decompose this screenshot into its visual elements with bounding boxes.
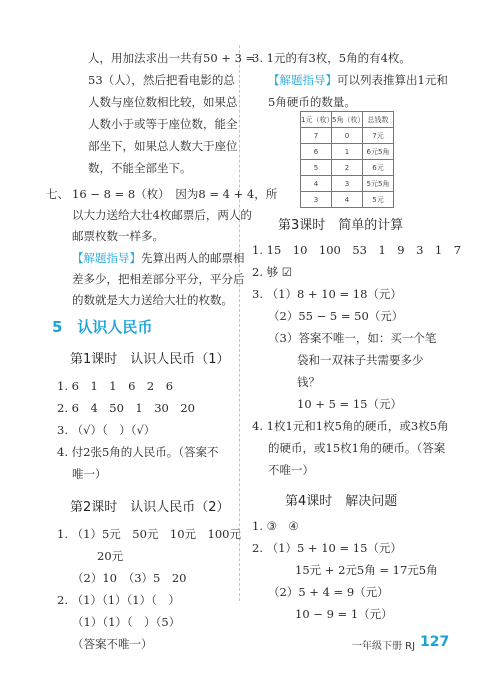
table-cell: 5元5角 bbox=[363, 176, 394, 192]
lesson-1-title: 第1课时 认识人民币（1） bbox=[70, 352, 230, 367]
hint-label: 【解题指导】 bbox=[72, 251, 141, 265]
lesson1-answer-1: 1. 6 1 1 6 2 6 bbox=[57, 379, 174, 393]
lesson1-answer-3: 3. （√）（ ）（√） bbox=[57, 423, 156, 437]
q7-line-3: 邮票枚数一样多。 bbox=[72, 229, 164, 243]
table-row bbox=[301, 160, 394, 176]
lesson3-answer-3-line-2: （2）55 − 5 = 50（元） bbox=[268, 309, 404, 323]
table-cell: 6 bbox=[301, 144, 332, 160]
right-hint-text-1: 可以列表推算出1元和 bbox=[337, 73, 448, 87]
lesson2-answer-2-line-3: （答案不唯一） bbox=[72, 637, 153, 651]
lesson4-answer-1: 1. ③ ④ bbox=[252, 519, 299, 533]
lesson4-answer-2-line-4: 10 − 9 = 1（元） bbox=[295, 607, 393, 621]
left-line-3: 人数与座位数相比较，如果总 bbox=[88, 95, 238, 109]
table-cell: 0 bbox=[332, 128, 363, 144]
lesson1-answer-4-line-2: 唯一） bbox=[72, 467, 107, 481]
table-cell: 3 bbox=[332, 176, 363, 192]
lesson3-answer-3-line-4: 袋和一双袜子共需要多少 bbox=[297, 353, 424, 367]
right-hint-line-2: 5角硬币的数量。 bbox=[268, 95, 356, 109]
left-hint-line-3: 的数就是大力送给大壮的枚数。 bbox=[72, 293, 233, 307]
lesson2-answer-1-line-2: 20元 bbox=[97, 549, 124, 563]
table-cell: 5元 bbox=[363, 192, 394, 208]
left-line-6: 数，不能全部坐下。 bbox=[88, 161, 192, 175]
lesson4-answer-2-line-1: 2. （1）5 + 10 = 15（元） bbox=[252, 541, 402, 555]
lesson-2-title: 第2课时 认识人民币（2） bbox=[70, 500, 230, 515]
table-cell: 5 bbox=[301, 160, 332, 176]
q7-number: 七、 bbox=[46, 187, 69, 201]
lesson4-answer-2-line-3: （2）5 + 4 = 9（元） bbox=[268, 585, 389, 599]
page-number: 127 bbox=[420, 634, 450, 650]
table-header-cell: 1元（枚） bbox=[301, 112, 332, 128]
lesson2-answer-2-line-2: （1）（1）（ ）（5） bbox=[72, 615, 181, 629]
chapter-title: 5 认识人民币 bbox=[52, 318, 153, 336]
coin-table bbox=[300, 111, 394, 208]
table-row bbox=[301, 128, 394, 144]
right-hint-line-1 bbox=[268, 72, 448, 88]
table-cell: 6元 bbox=[363, 160, 394, 176]
left-hint-line-2: 差多少，把相差部分平分，平分后 bbox=[72, 272, 245, 286]
hint-label: 【解题指导】 bbox=[268, 73, 337, 87]
left-hint-line-1 bbox=[72, 250, 245, 266]
left-line-5: 部坐下，如果总人数大于座位 bbox=[88, 139, 238, 153]
table-cell: 7元 bbox=[363, 128, 394, 144]
lesson3-answer-3-line-5: 钱？ bbox=[297, 375, 320, 389]
lesson4-answer-2-line-2: 15元 + 2元5角 = 17元5角 bbox=[295, 563, 438, 577]
left-line-4: 人数小于或等于座位数，能全 bbox=[88, 117, 238, 131]
table-cell: 4 bbox=[301, 176, 332, 192]
lesson3-answer-1: 1. 15 10 100 53 1 9 3 1 7 bbox=[252, 243, 462, 257]
lesson3-answer-4-line-2: 的硬币，或15枚1角的硬币。（答案 bbox=[268, 441, 446, 455]
table-cell: 4 bbox=[332, 192, 363, 208]
table-header-cell: 5角（枚） bbox=[332, 112, 363, 128]
table-header-row bbox=[301, 112, 394, 128]
lesson1-answer-2: 2. 6 4 50 1 30 20 bbox=[57, 401, 195, 415]
lesson3-answer-3-line-3: （3）答案不唯一，如：买一个笔 bbox=[268, 331, 437, 345]
table-cell: 7 bbox=[301, 128, 332, 144]
table-cell: 1 bbox=[332, 144, 363, 160]
lesson3-answer-3-line-6: 10 + 5 = 15（元） bbox=[297, 397, 402, 411]
table-row bbox=[301, 176, 394, 192]
lesson3-answer-4-line-1: 4. 1枚1元和1枚5角的硬币，或3枚5角 bbox=[252, 419, 449, 433]
lesson3-answer-2: 2. 够 ☑ bbox=[252, 265, 293, 279]
q7-line-2: 以大力送给大壮4枚邮票后，两人的 bbox=[72, 208, 252, 222]
lesson3-answer-4-line-3: 不唯一） bbox=[268, 463, 314, 477]
footer-book-label: 一年级下册 RJ bbox=[352, 641, 416, 652]
q7-line-1: 16 − 8 = 8（枚） 因为8 = 4 + 4，所 bbox=[72, 187, 278, 201]
lesson3-answer-3-line-1: 3. （1）8 + 10 = 18（元） bbox=[252, 287, 402, 301]
table-row bbox=[301, 144, 394, 160]
lesson2-answer-2-line-1: 2. （1）（1）（1）（ ） bbox=[57, 593, 180, 607]
table-header-cell: 总钱数 bbox=[363, 112, 394, 128]
table-cell: 6元5角 bbox=[363, 144, 394, 160]
table-row bbox=[301, 192, 394, 208]
lesson-4-title: 第4课时 解决问题 bbox=[285, 494, 398, 509]
lesson2-answer-1-line-3: （2）10 （3）5 20 bbox=[72, 571, 187, 585]
column-divider bbox=[239, 45, 240, 601]
lesson2-answer-1-line-1: 1. （1）5元 50元 10元 100元 bbox=[57, 527, 241, 541]
lesson-3-title: 第3课时 简单的计算 bbox=[278, 218, 404, 233]
left-line-1: 人，用加法求出一共有50 + 3 = bbox=[88, 51, 256, 65]
table-cell: 3 bbox=[301, 192, 332, 208]
left-line-2: 53（人），然后把看电影的总 bbox=[88, 73, 235, 87]
lesson1-answer-4-line-1: 4. 付2张5角的人民币。（答案不 bbox=[57, 445, 219, 459]
right-answer-3-line-1: 3. 1元的有3枚，5角的有4枚。 bbox=[252, 51, 411, 65]
table-cell: 2 bbox=[332, 160, 363, 176]
left-hint-text-1: 先算出两人的邮票相 bbox=[141, 251, 245, 265]
